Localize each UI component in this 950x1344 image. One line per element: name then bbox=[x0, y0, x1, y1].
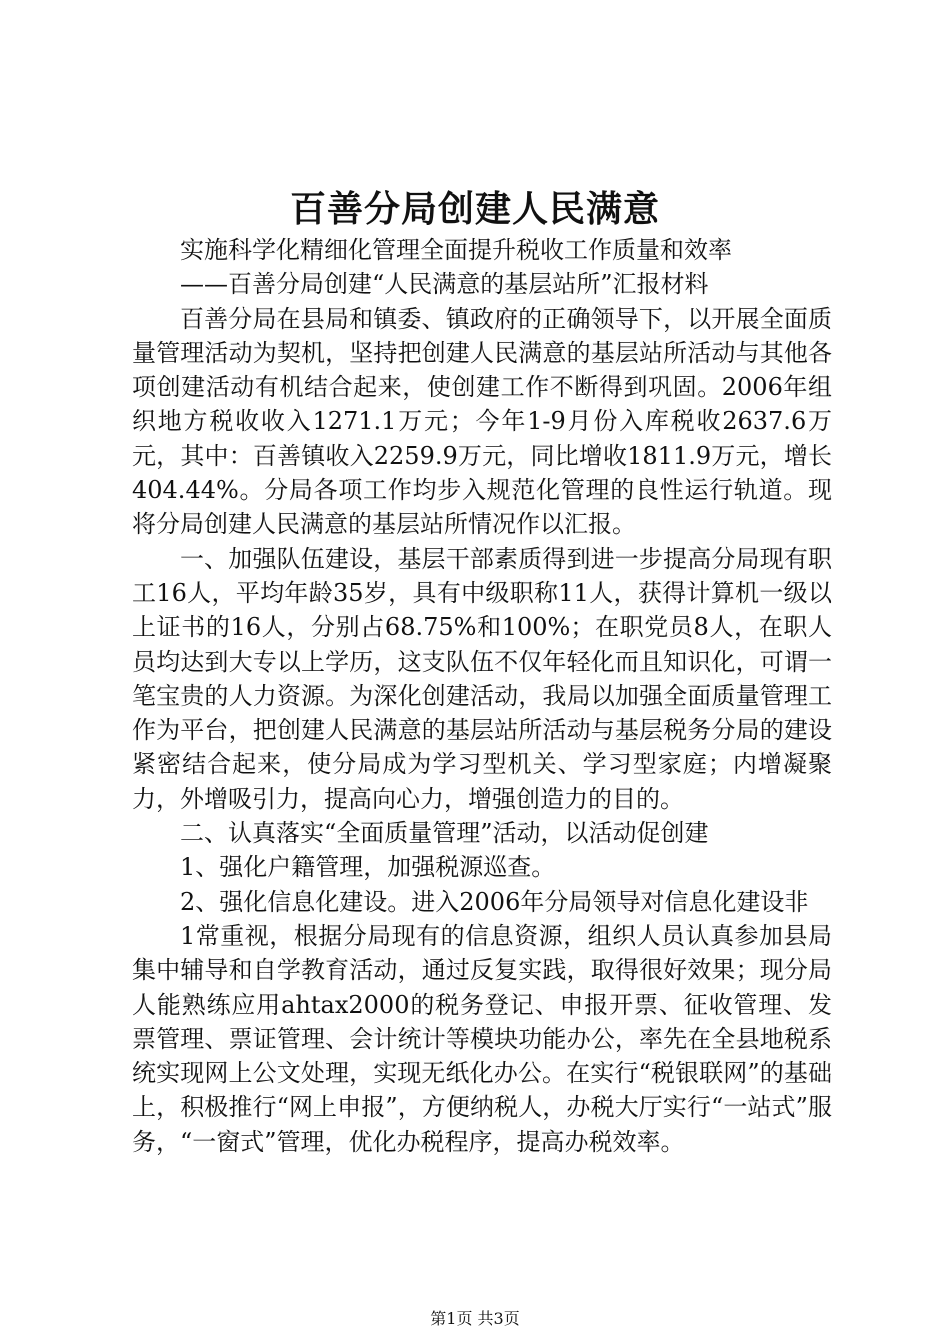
document-body bbox=[132, 233, 832, 1159]
paragraph-informatization: 2、强化信息化建设。进入2006年分局领导对信息化建设非 bbox=[180, 887, 809, 916]
paragraph-household-registration: 1、强化户籍管理，加强税源巡查。 bbox=[180, 853, 556, 882]
document-title: 百善分局创建人民满意 bbox=[289, 188, 660, 230]
paragraph-team-building: 一、加强队伍建设，基层干部素质得到进一步提高分局现有职工16人，平均年龄35岁，具有中级职称11人，获得计算机一级以上证书的16人，分别占68.75%和100%；在职党员8人，在职人员均达到大专以上学历，这支队伍不仅年轻化而且知识化，可谓一笔宝贵的人力资源。为深化创建活动，我局以加强全面质量管理工作为平台，把创建人民满意的基层站所活动与基层税务分局的建设紧密结合起来，使分局成为学习型机关、学习型家庭；内增凝聚力，外增吸引力，提高向心力，增强创造力的目的。 bbox=[132, 544, 832, 813]
page-number-footer: 第1页 共3页 bbox=[430, 1309, 520, 1328]
paragraph-informatization-detail: 1常重视，根据分局现有的信息资源，组织人员认真参加县局集中辅导和自学教育活动，通过反复实践，取得很好效果；现分局人能熟练应用ahtax2000的税务登记、申报开票、征收管理、发票管理、票证管理、会计统计等模块功能办公，率先在全县地税系统实现网上公文处理，实现无纸化办公。在实行“税银联网”的基础上，积极推行“网上申报”，方便纳税人，办税大厅实行“一站式”服务，“一窗式”管理，优化办税程序，提高办税效率。 bbox=[132, 921, 832, 1156]
document-subtitle-2: ——百善分局创建“人民满意的基层站所”汇报材料 bbox=[180, 270, 709, 299]
document-subtitle-1: 实施科学化精细化管理全面提升税收工作质量和效率 bbox=[180, 236, 732, 264]
paragraph-intro: 百善分局在县局和镇委、镇政府的正确领导下，以开展全面质量管理活动为契机，坚持把创建人民满意的基层站所活动与其他各项创建活动有机结合起来，使创建工作不断得到巩固。2006年组织地方税收收入1271.1万元；今年1-9月份入库税收2637.6万元，其中：百善镇收入2259.9万元，同比增收1811.9万元，增长404.44%。分局各项工作均步入规范化管理的良性运行轨道。现将分局创建人民满意的基层站所情况作以汇报。 bbox=[132, 304, 832, 539]
section-heading-quality-management: 二、认真落实“全面质量管理”活动，以活动促创建 bbox=[180, 819, 709, 848]
